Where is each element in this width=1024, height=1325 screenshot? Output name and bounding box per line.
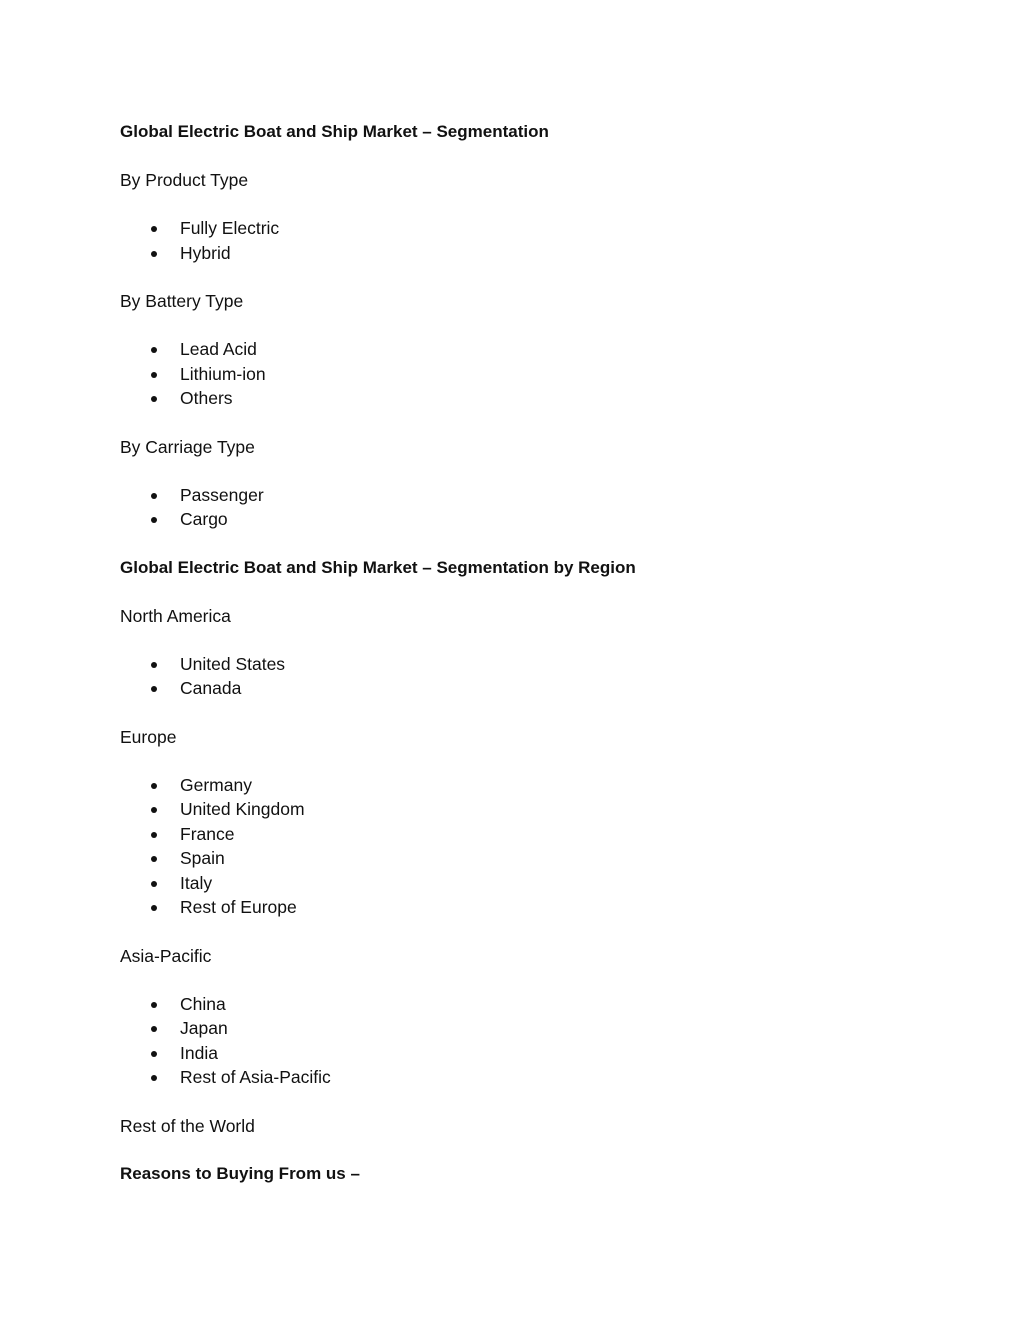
list-item bbox=[120, 1065, 920, 1090]
segment-list bbox=[120, 773, 920, 920]
list-item-label: Lithium-ion bbox=[180, 363, 266, 384]
bullet-icon bbox=[151, 686, 157, 692]
list-item bbox=[120, 507, 920, 532]
list-item bbox=[120, 386, 920, 411]
segment-list bbox=[120, 483, 920, 532]
list-item bbox=[120, 362, 920, 387]
list-item bbox=[120, 1041, 920, 1066]
list-item bbox=[120, 797, 920, 822]
segment-list bbox=[120, 337, 920, 411]
bullet-icon bbox=[151, 783, 157, 789]
bullet-icon bbox=[151, 1002, 157, 1008]
segment-group-label: Asia-Pacific bbox=[120, 945, 212, 966]
list-item-label: China bbox=[180, 993, 226, 1014]
list-item-label: Rest of Asia-Pacific bbox=[180, 1067, 331, 1087]
bullet-icon bbox=[151, 832, 157, 838]
bullet-icon bbox=[151, 517, 157, 523]
list-item bbox=[120, 1016, 920, 1041]
bullet-icon bbox=[151, 396, 157, 402]
list-item bbox=[120, 822, 920, 847]
bullet-icon bbox=[151, 662, 157, 668]
bullet-icon bbox=[151, 856, 157, 862]
bullet-icon bbox=[151, 905, 157, 911]
bullet-icon bbox=[151, 372, 157, 378]
bullet-icon bbox=[151, 807, 157, 813]
bullet-icon bbox=[151, 251, 157, 257]
list-item-label: Canada bbox=[180, 678, 242, 698]
list-item bbox=[120, 895, 920, 920]
bullet-icon bbox=[151, 226, 157, 232]
bullet-icon bbox=[151, 493, 157, 499]
list-item bbox=[120, 241, 920, 266]
list-item bbox=[120, 652, 920, 677]
list-item-label: Others bbox=[180, 388, 233, 408]
segment-list bbox=[120, 992, 920, 1090]
list-item-label: India bbox=[180, 1042, 218, 1063]
list-item-label: Passenger bbox=[180, 484, 264, 505]
bullet-icon bbox=[151, 1051, 157, 1057]
list-item bbox=[120, 483, 920, 508]
segment-list bbox=[120, 652, 920, 701]
section-heading: Reasons to Buying From us – bbox=[120, 1163, 360, 1183]
segment-group-label: By Carriage Type bbox=[120, 436, 255, 457]
list-item-label: Germany bbox=[180, 774, 252, 795]
bullet-icon bbox=[151, 347, 157, 353]
list-item bbox=[120, 216, 920, 241]
segment-list bbox=[120, 216, 920, 265]
list-item bbox=[120, 676, 920, 701]
list-item bbox=[120, 871, 920, 896]
segment-group-label: By Battery Type bbox=[120, 291, 244, 311]
list-item-label: United States bbox=[180, 653, 286, 674]
segment-group-label: Rest of the World bbox=[120, 1115, 255, 1136]
list-item-label: Italy bbox=[180, 872, 213, 893]
document-page bbox=[120, 120, 920, 1210]
bullet-icon bbox=[151, 1075, 157, 1081]
list-item-label: Japan bbox=[180, 1018, 228, 1038]
list-item bbox=[120, 992, 920, 1017]
list-item bbox=[120, 773, 920, 798]
list-item bbox=[120, 337, 920, 362]
list-item-label: France bbox=[180, 823, 235, 844]
list-item-label: Hybrid bbox=[180, 242, 231, 263]
list-item-label: Rest of Europe bbox=[180, 897, 297, 917]
list-item-label: Spain bbox=[180, 848, 225, 868]
bullet-icon bbox=[151, 1026, 157, 1032]
segment-group-label: Europe bbox=[120, 726, 177, 747]
list-item-label: Fully Electric bbox=[180, 218, 280, 238]
section-heading: Global Electric Boat and Ship Market – Segmentation by Region bbox=[120, 557, 636, 577]
segment-group-label: North America bbox=[120, 605, 231, 626]
section-heading: Global Electric Boat and Ship Market – Segmentation bbox=[120, 122, 549, 141]
bullet-icon bbox=[151, 881, 157, 887]
list-item-label: Cargo bbox=[180, 509, 228, 529]
list-item-label: Lead Acid bbox=[180, 339, 257, 359]
list-item bbox=[120, 846, 920, 871]
segment-group-label: By Product Type bbox=[120, 170, 249, 190]
list-item-label: United Kingdom bbox=[180, 799, 305, 819]
